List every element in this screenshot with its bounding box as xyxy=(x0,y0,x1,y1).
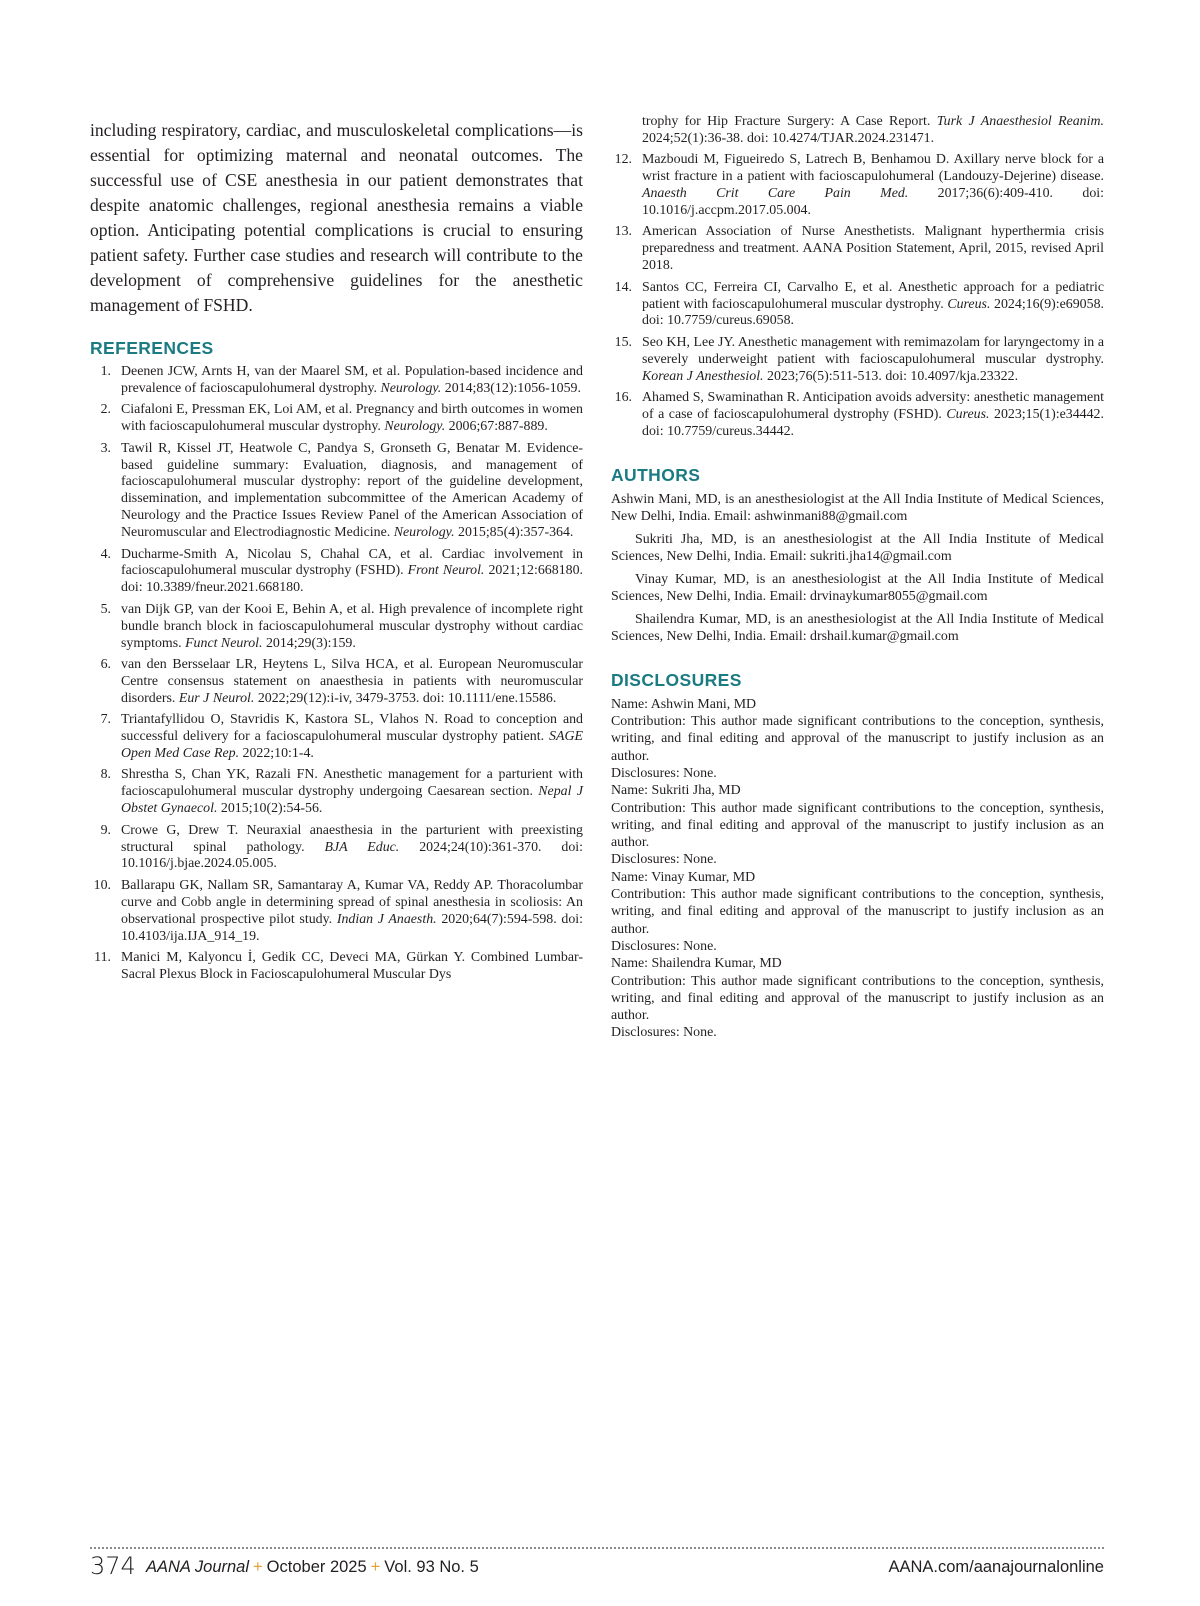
footer-divider xyxy=(90,1547,1104,1549)
reference-item: 12. Mazboudi M, Figueiredo S, Latrech B, Benhamou D. Axillary nerve block for a wrist fracture in a patient with facioscapulohumeral (Landouzy-Dejerine) disease. Anaesth Crit Care Pain Med. 2017;36(6):409-410. doi: 10.1016/j.accpm.2017.05.004. xyxy=(611,152,1104,220)
disclosure-disclosure: Disclosures: None. xyxy=(611,852,717,868)
reference-number: 10. xyxy=(93,877,111,893)
disclosure-name: Name: Vinay Kumar, MD xyxy=(611,869,756,885)
author-bio: Ashwin Mani, MD, is an anesthesiologist at the All India Institute of Medical Sciences, New Delhi, India. Email: ashwinmani88@gmail.com xyxy=(611,491,1104,525)
disclosure-contribution: Contribution: This author made significant contributions to the conception, synthesis, writing, and final editing and approval of the manuscript to justify inclusion as an author. xyxy=(611,973,1104,1024)
disclosures-list xyxy=(611,696,1104,1042)
reference-number: 15. xyxy=(614,334,632,350)
reference-number: 11. xyxy=(94,950,111,965)
references-heading: REFERENCES xyxy=(90,338,214,358)
reference-item: 6. van den Bersselaar LR, Heytens L, Silva HCA, et al. European Neuromuscular Centre consensus statement on anaesthesia in patients with neuromuscular disorders. Eur J Neurol. 2022;29(12):i-iv, 3479-3753. doi: 10.1111/ene.15586. xyxy=(90,657,583,708)
reference-number: 9. xyxy=(100,822,111,838)
left-column xyxy=(90,118,583,988)
author-bio: Vinay Kumar, MD, is an anesthesiologist at the All India Institute of Medical Sciences, New Delhi, India. Email: drvinaykumar8055@gmail.com xyxy=(611,571,1104,605)
disclosures-heading: DISCLOSURES xyxy=(611,669,742,690)
disclosure-name: Name: Ashwin Mani, MD xyxy=(611,696,757,712)
references-list xyxy=(90,364,583,984)
issue-date: October 2025 xyxy=(266,1558,367,1576)
reference-item: 9. Crowe G, Drew T. Neuraxial anaesthesia in the parturient with preexisting structural spinal pathology. BJA Educ. 2024;24(10):361-370. doi: 10.1016/j.bjae.2024.05.005. xyxy=(90,823,583,874)
reference-item: 16. Ahamed S, Swaminathan R. Anticipation avoids adversity: anesthetic management of a case of facioscapulohumeral dystrophy (FSHD). Cureus. 2023;15(1):e34442. doi: 10.7759/cureus.34442. xyxy=(611,390,1104,441)
reference-number: 7. xyxy=(100,712,111,728)
plus-separator-icon: + xyxy=(253,1558,263,1576)
journal-info xyxy=(146,1558,479,1577)
authors-list xyxy=(611,491,1104,646)
reference-number: 4. xyxy=(100,546,111,562)
reference-item: 5. van Dijk GP, van der Kooi E, Behin A, et al. High prevalence of incomplete right bundle branch block in facioscapulohumeral muscular dystrophy without cardiac symptoms. Funct Neurol. 2014;29(3):159. xyxy=(90,602,583,653)
reference-item: 15. Seo KH, Lee JY. Anesthetic management with remimazolam for laryngectomy in a severely underweight patient with facioscapulohumeral muscular dystrophy. Korean J Anesthesiol. 2023;76(5):511-513. doi: 10.4097/kja.23322. xyxy=(611,335,1104,386)
plus-separator-icon: + xyxy=(370,1558,381,1576)
reference-11-continuation: trophy for Hip Fracture Surgery: A Case Report. Turk J Anaesthesiol Reanim. 2024;52(1):36-38. doi: 10.4274/TJAR.2024.231471. xyxy=(642,114,1104,146)
reference-number: 12. xyxy=(614,152,632,168)
volume-info: Vol. 93 No. 5 xyxy=(384,1558,479,1576)
page-footer xyxy=(90,1552,1104,1586)
author-bio: Shailendra Kumar, MD, is an anesthesiologist at the All India Institute of Medical Sciences, New Delhi, India. Email: drshail.kumar@gmail.com xyxy=(611,611,1104,645)
disclosure-name: Name: Shailendra Kumar, MD xyxy=(611,956,782,972)
reference-item: 4. Ducharme-Smith A, Nicolau S, Chahal CA, et al. Cardiac involvement in facioscapulohumeral muscular dystrophy (FSHD). Front Neurol. 2021;12:668180. doi: 10.3389/fneur.2021.668180. xyxy=(90,547,583,598)
reference-number: 8. xyxy=(100,767,111,783)
reference-number: 1. xyxy=(100,364,111,379)
intro-paragraph: including respiratory, cardiac, and musculoskeletal complications—is essential for optimizing maternal and neonatal outcomes. The successful use of CSE anesthesia in our patient demonstrates that despite anatomic challenges, regional anesthesia remains a viable option. Anticipating potential complications is crucial to ensuring patient safety. Further case studies and research will contribute to the development of comprehensive guidelines for the anesthetic management of FSHD. xyxy=(90,120,583,315)
reference-item: 10. Ballarapu GK, Nallam SR, Samantaray A, Kumar VA, Reddy AP. Thoracolumbar curve and Cobb angle in determining spread of spinal anesthesia in scoliosis: An observational prospective pilot study. Indian J Anaesth. 2020;64(7):594-598. doi: 10.4103/ija.IJA_914_19. xyxy=(90,878,583,946)
disclosure-contribution: Contribution: This author made significant contributions to the conception, synthesis, writing, and final editing and approval of the manuscript to justify inclusion as an author. xyxy=(611,800,1104,851)
disclosure-disclosure: Disclosures: None. xyxy=(611,1025,717,1041)
reference-item: 7. Triantafyllidou O, Stavridis K, Kastora SL, Vlahos N. Road to conception and successful delivery for a facioscapulohumeral muscular dystrophy patient. SAGE Open Med Case Rep. 2022;10:1-4. xyxy=(90,712,583,763)
disclosure-disclosure: Disclosures: None. xyxy=(611,766,717,781)
reference-number: 3. xyxy=(100,440,111,456)
reference-item: 2. Ciafaloni E, Pressman EK, Loi AM, et al. Pregnancy and birth outcomes in women with facioscapulohumeral muscular dystrophy. Neurology. 2006;67:887-889. xyxy=(90,402,583,436)
reference-number: 16. xyxy=(614,390,632,406)
reference-number: 5. xyxy=(100,601,111,617)
reference-number: 14. xyxy=(614,279,632,295)
reference-item: 1. Deenen JCW, Arnts H, van der Maarel SM, et al. Population-based incidence and prevalence of facioscapulohumeral dystrophy. Neurology. 2014;83(12):1056-1059. xyxy=(90,364,583,398)
references-list-continued xyxy=(611,114,1104,441)
reference-number: 2. xyxy=(100,402,111,418)
reference-number: 13. xyxy=(614,224,632,240)
reference-item: 11. Manici M, Kalyoncu İ, Gedik CC, Deveci MA, Gürkan Y. Combined Lumbar-Sacral Plexus Block in Facioscapulohumeral Muscular Dys xyxy=(90,950,583,984)
author-bio: Sukriti Jha, MD, is an anesthesiologist at the All India Institute of Medical Sciences, New Delhi, India. Email: sukriti.jha14@gmail.com xyxy=(611,531,1104,565)
reference-item: 14. Santos CC, Ferreira CI, Carvalho E, et al. Anesthetic approach for a pediatric patient with facioscapulohumeral muscular dystrophy. Cureus. 2024;16(9):e69058. doi: 10.7759/cureus.69058. xyxy=(611,280,1104,331)
right-column xyxy=(611,114,1104,1042)
reference-item: 8. Shrestha S, Chan YK, Razali FN. Anesthetic management for a parturient with facioscapulohumeral muscular dystrophy undergoing Caesarean section. Nepal J Obstet Gynaecol. 2015;10(2):54-56. xyxy=(90,767,583,818)
authors-heading: AUTHORS xyxy=(611,464,701,485)
reference-number: 6. xyxy=(100,657,111,672)
reference-item: 13. American Association of Nurse Anesthetists. Malignant hyperthermia crisis preparedness and treatment. AANA Position Statement, April, 2015, revised April 2018. xyxy=(611,224,1104,275)
disclosure-name: Name: Sukriti Jha, MD xyxy=(611,783,741,799)
disclosure-disclosure: Disclosures: None. xyxy=(611,938,717,954)
disclosure-contribution: Contribution: This author made significant contributions to the conception, synthesis, writing, and final editing and approval of the manuscript to justify inclusion as an author. xyxy=(611,714,1104,764)
journal-title: AANA Journal xyxy=(146,1558,250,1576)
journal-website: AANA.com/aanajournalonline xyxy=(888,1558,1104,1576)
disclosure-contribution: Contribution: This author made significant contributions to the conception, synthesis, writing, and final editing and approval of the manuscript to justify inclusion as an author. xyxy=(611,887,1104,937)
page-number: 374 xyxy=(90,1552,136,1580)
reference-item: 3. Tawil R, Kissel JT, Heatwole C, Pandya S, Gronseth G, Benatar M. Evidence-based guideline summary: Evaluation, diagnosis, and management of facioscapulohumeral muscular dystrophy: report of the guideline development, dissemination, and implementation subcommittee of the American Academy of Neurology and the Practice Issues Review Panel of the American Association of Neuromuscular and Electrodiagnostic Medicine. Neurology. 2015;85(4):357-364. xyxy=(90,441,583,542)
